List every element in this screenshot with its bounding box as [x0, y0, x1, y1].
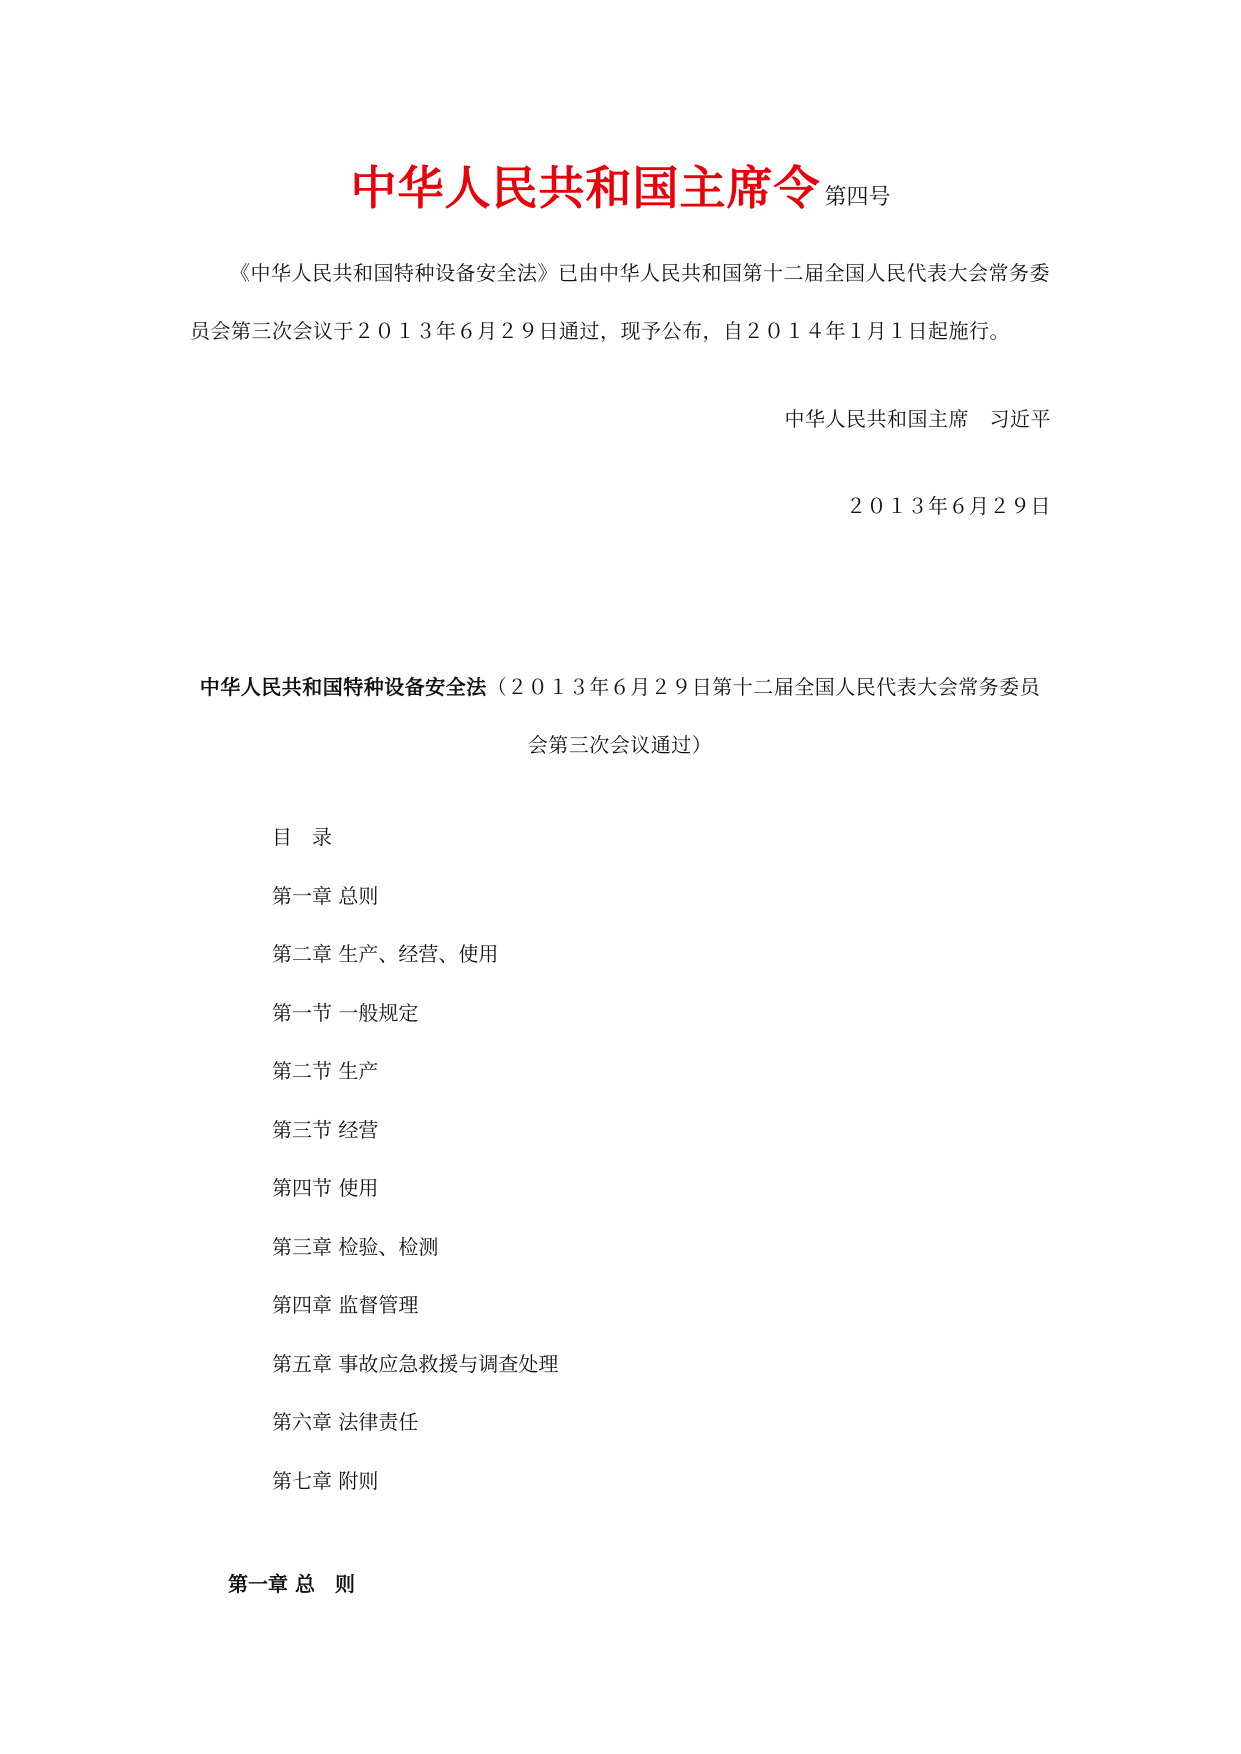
decree-number: 第四号	[824, 185, 891, 210]
toc-item: 第四节 使用	[272, 1176, 379, 1200]
toc-item: 第三节 经营	[272, 1117, 379, 1142]
decree-title-text: 中华人民共和国主席令	[350, 161, 821, 215]
law-title-block	[190, 658, 1050, 774]
toc-item: 第七章 附则	[272, 1468, 379, 1493]
toc-item: 第六章 法律责任	[272, 1410, 419, 1434]
signature-date: ２０１３年６月２９日	[846, 494, 1051, 518]
toc-item: 第四章 监督管理	[272, 1293, 419, 1317]
toc-item: 第五章 事故应急救援与调查处理	[272, 1351, 559, 1376]
signature-line: 中华人民共和国主席 习近平	[784, 407, 1051, 431]
toc-item: 第二章 生产、经营、使用	[272, 942, 499, 966]
chapter-heading: 第一章 总 则	[228, 1572, 355, 1596]
toc-item: 第三章 检验、检测	[272, 1234, 439, 1259]
toc-item: 第一章 总则	[272, 883, 379, 908]
table-of-contents	[272, 808, 558, 1510]
law-subtitle: （２０１３年６月２９日第十二届全国人民代表大会常务委员会第三次会议通过）	[486, 675, 1041, 757]
law-title: 中华人民共和国特种设备安全法	[199, 675, 487, 699]
decree-title	[0, 152, 1241, 218]
toc-heading: 目 录	[272, 825, 332, 849]
toc-item: 第一节 一般规定	[272, 1000, 419, 1025]
toc-item: 第二节 生产	[272, 1059, 379, 1083]
announcement-paragraph: 《中华人民共和国特种设备安全法》已由中华人民共和国第十二届全国人民代表大会常务委员会第三次会议于２０１３年６月２９日通过，现予公布，自２０１４年１月１日起施行。	[190, 261, 1050, 343]
